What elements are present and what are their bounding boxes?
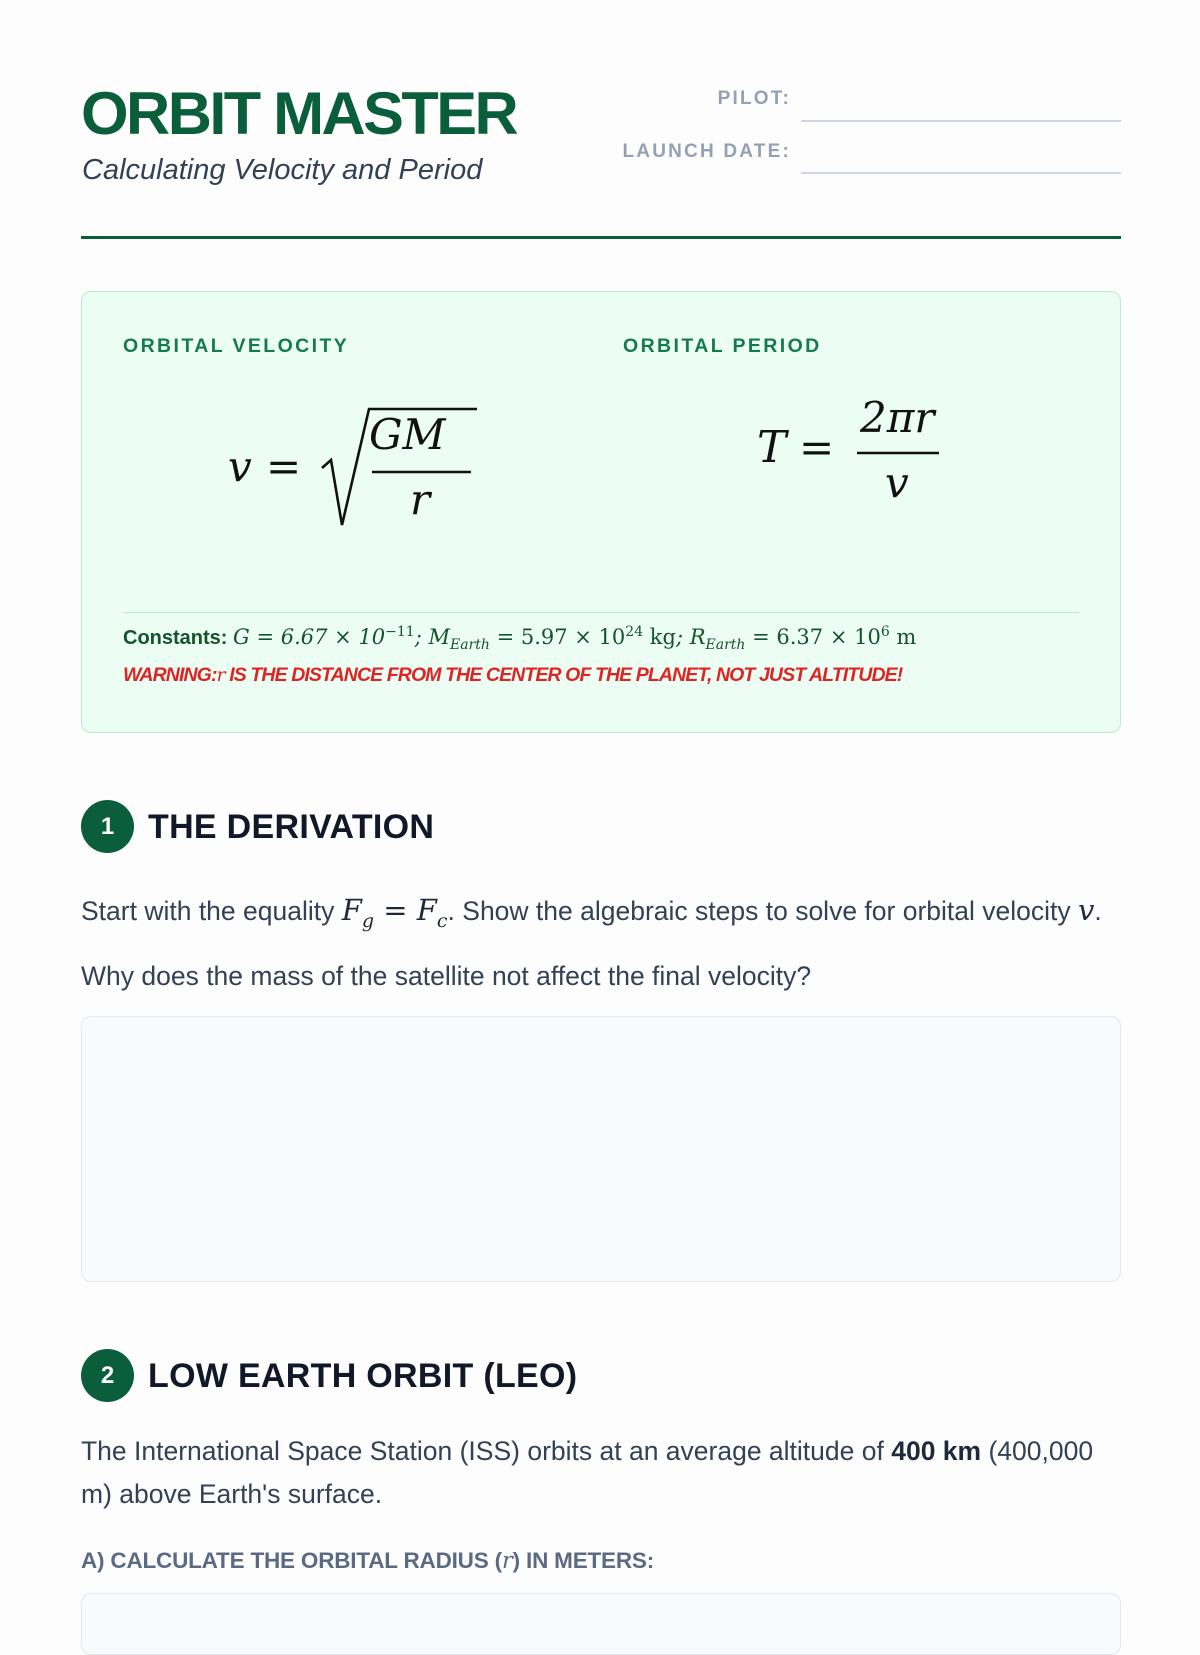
section-1-title: THE DERIVATION: [148, 808, 435, 846]
section-2-prompt: The International Space Station (ISS) orbits at an average altitude of 400 km (400,000 m) above Earth's surface.: [81, 1436, 1094, 1509]
radius-warning: WARNING:r IS THE DISTANCE FROM THE CENTER OF THE PLANET, NOT JUST ALTITUDE!: [123, 664, 903, 686]
page-subtitle: Calculating Velocity and Period: [82, 154, 483, 186]
box-divider: [123, 612, 1079, 613]
section-1-prompt: Start with the equality $F_g = F_c$. Show the algebraic steps to solve for orbital velocity v. Why does the mass of the satellite not affect the final velocity?: [81, 893, 1102, 991]
page-title: ORBIT MASTER: [81, 80, 517, 147]
section-1-number-badge: 1: [81, 800, 134, 853]
formula-display: [82, 292, 1120, 612]
constants-line: [123, 624, 916, 653]
section-2-title: LOW EARTH ORBIT (LEO): [148, 1357, 578, 1395]
period-numerator: 2πr: [860, 393, 935, 442]
section-2-number-badge: 2: [81, 1349, 134, 1402]
constant-earth-mass: $M_{Earth} = 5.97 \times 10^{24}$ kg;: [428, 624, 690, 654]
velocity-equals: =: [266, 442, 302, 491]
orbital-period-label: ORBITAL PERIOD: [623, 335, 822, 357]
velocity-numerator: GM: [369, 410, 446, 459]
worksheet-header: [81, 82, 1121, 239]
velocity-denominator: r: [410, 475, 431, 524]
derivation-answer-box[interactable]: [81, 1016, 1121, 1282]
period-formula: [757, 393, 939, 507]
orbital-velocity-label: ORBITAL VELOCITY: [123, 335, 350, 357]
period-lhs: T: [757, 422, 787, 473]
period-denominator: v: [885, 458, 909, 507]
constants-lead: Constants:: [123, 627, 228, 649]
velocity-lhs: v: [228, 442, 252, 491]
question-2a-answer-box[interactable]: [81, 1593, 1121, 1655]
constant-earth-radius: $R_{Earth} = 6.37 \times 10^6$ m: [689, 624, 917, 654]
formula-reference-box: [81, 291, 1121, 733]
question-2a-label: A) CALCULATE THE ORBITAL RADIUS (r) IN METERS:: [81, 1548, 655, 1574]
constant-g: $G = 6.67 \times 10^{-11}$;: [233, 624, 429, 649]
launch-date-field[interactable]: [801, 134, 1121, 174]
pilot-label: PILOT:: [717, 88, 791, 109]
velocity-formula: [228, 409, 477, 525]
pilot-field[interactable]: [801, 82, 1121, 122]
period-equals: =: [799, 423, 835, 472]
launch-date-label: LAUNCH DATE:: [622, 141, 791, 162]
